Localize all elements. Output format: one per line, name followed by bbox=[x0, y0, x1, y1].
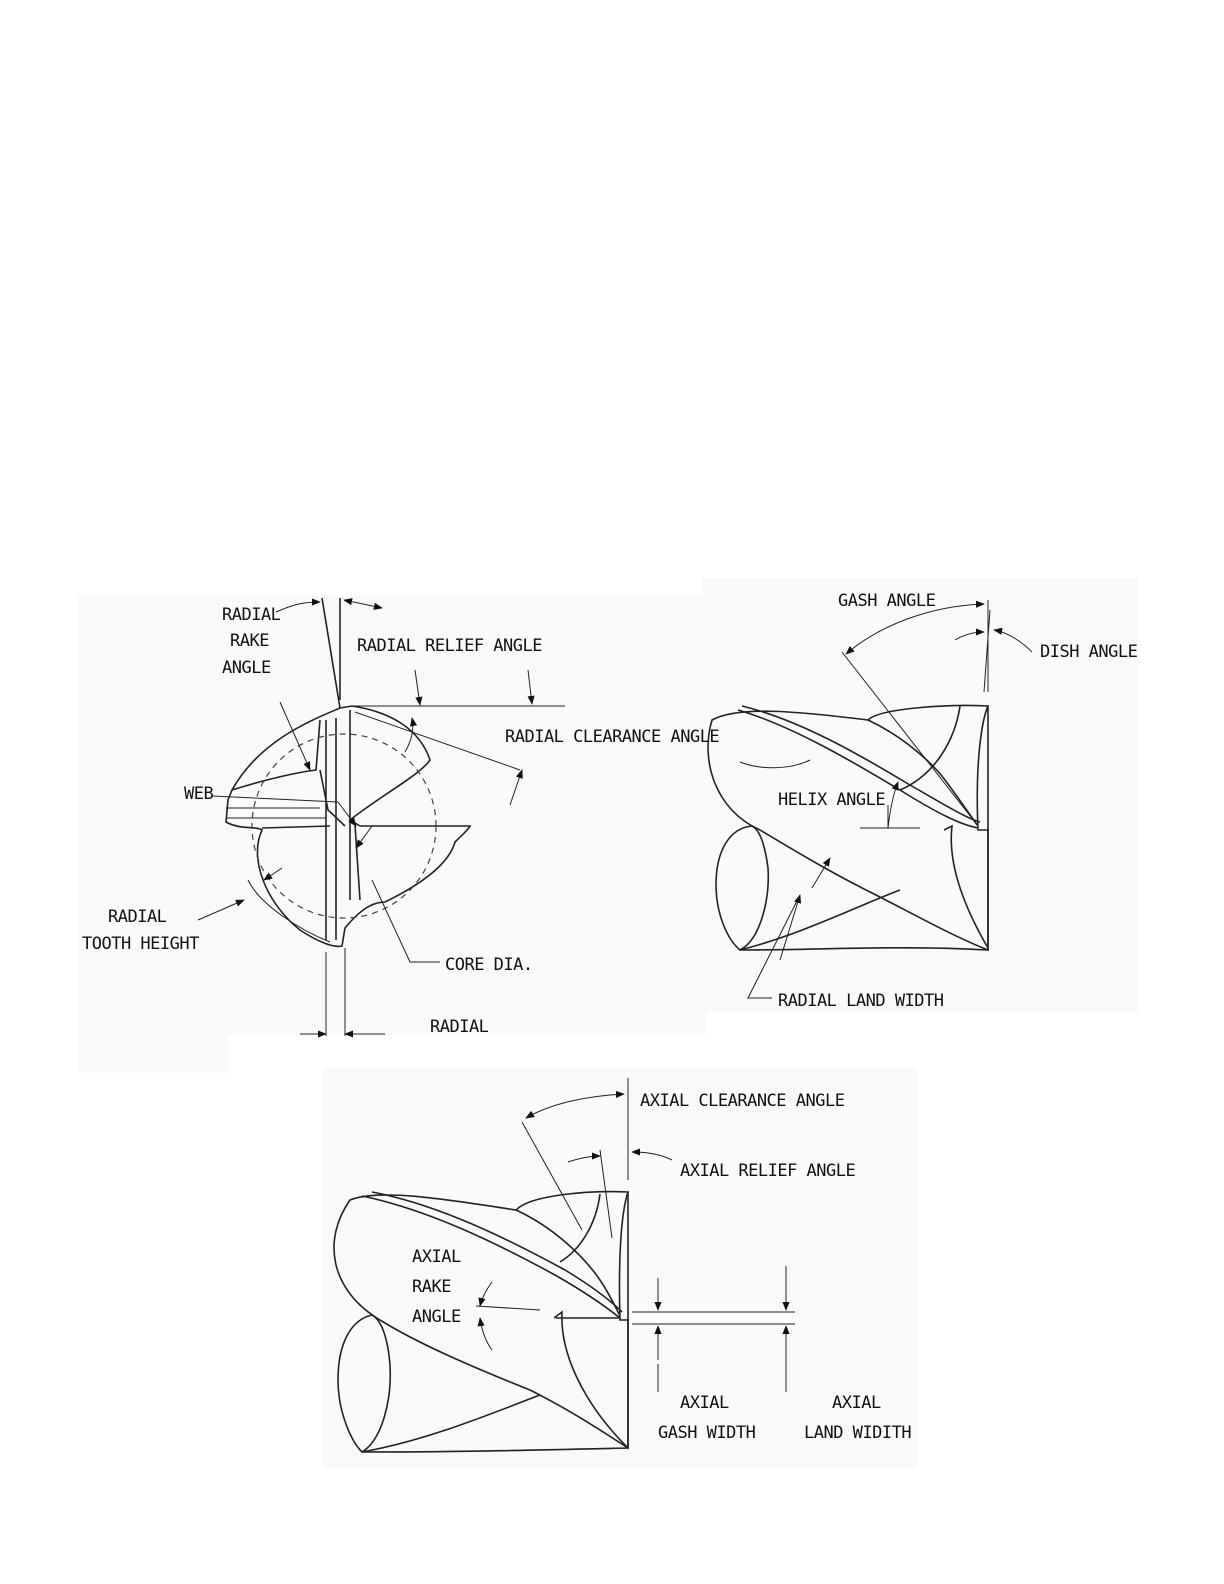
axial-clearance-angle-label: AXIAL CLEARANCE ANGLE bbox=[640, 1091, 845, 1111]
dish-angle-label: DISH ANGLE bbox=[1040, 642, 1138, 662]
gash-angle-label: GASH ANGLE bbox=[838, 591, 936, 611]
radial-bottom-label: RADIAL bbox=[430, 1017, 489, 1037]
axial-rake-angle-label-1: AXIAL bbox=[412, 1247, 461, 1267]
radial-rake-angle-label-2: RAKE bbox=[230, 631, 269, 651]
radial-tooth-height-label-2: TOOTH HEIGHT bbox=[82, 934, 199, 954]
helix-angle-label: HELIX ANGLE bbox=[778, 790, 886, 810]
radial-end-view bbox=[82, 598, 719, 1037]
radial-rake-angle-label-3: ANGLE bbox=[222, 658, 271, 678]
axial-land-width-label-2: LAND WIDITH bbox=[804, 1423, 912, 1443]
axial-gash-width-label-2: GASH WIDTH bbox=[658, 1423, 756, 1443]
axial-gash-width-label-1: AXIAL bbox=[680, 1393, 729, 1413]
axial-rake-angle-label-2: RAKE bbox=[412, 1277, 451, 1297]
axial-land-width-label-1: AXIAL bbox=[832, 1393, 881, 1413]
side-helix-view bbox=[708, 591, 1138, 1011]
radial-land-width-label: RADIAL LAND WIDTH bbox=[778, 991, 944, 1011]
axial-view bbox=[334, 1078, 911, 1452]
axial-relief-angle-label: AXIAL RELIEF ANGLE bbox=[680, 1161, 856, 1181]
radial-tooth-height-label-1: RADIAL bbox=[108, 907, 167, 927]
web-label: WEB bbox=[184, 784, 214, 804]
radial-clearance-angle-label: RADIAL CLEARANCE ANGLE bbox=[505, 727, 720, 747]
axial-rake-angle-label-3: ANGLE bbox=[412, 1307, 461, 1327]
core-dia-label: CORE DIA. bbox=[445, 955, 533, 975]
radial-relief-angle-label: RADIAL RELIEF ANGLE bbox=[357, 636, 542, 656]
radial-rake-angle-label-1: RADIAL bbox=[222, 605, 281, 625]
